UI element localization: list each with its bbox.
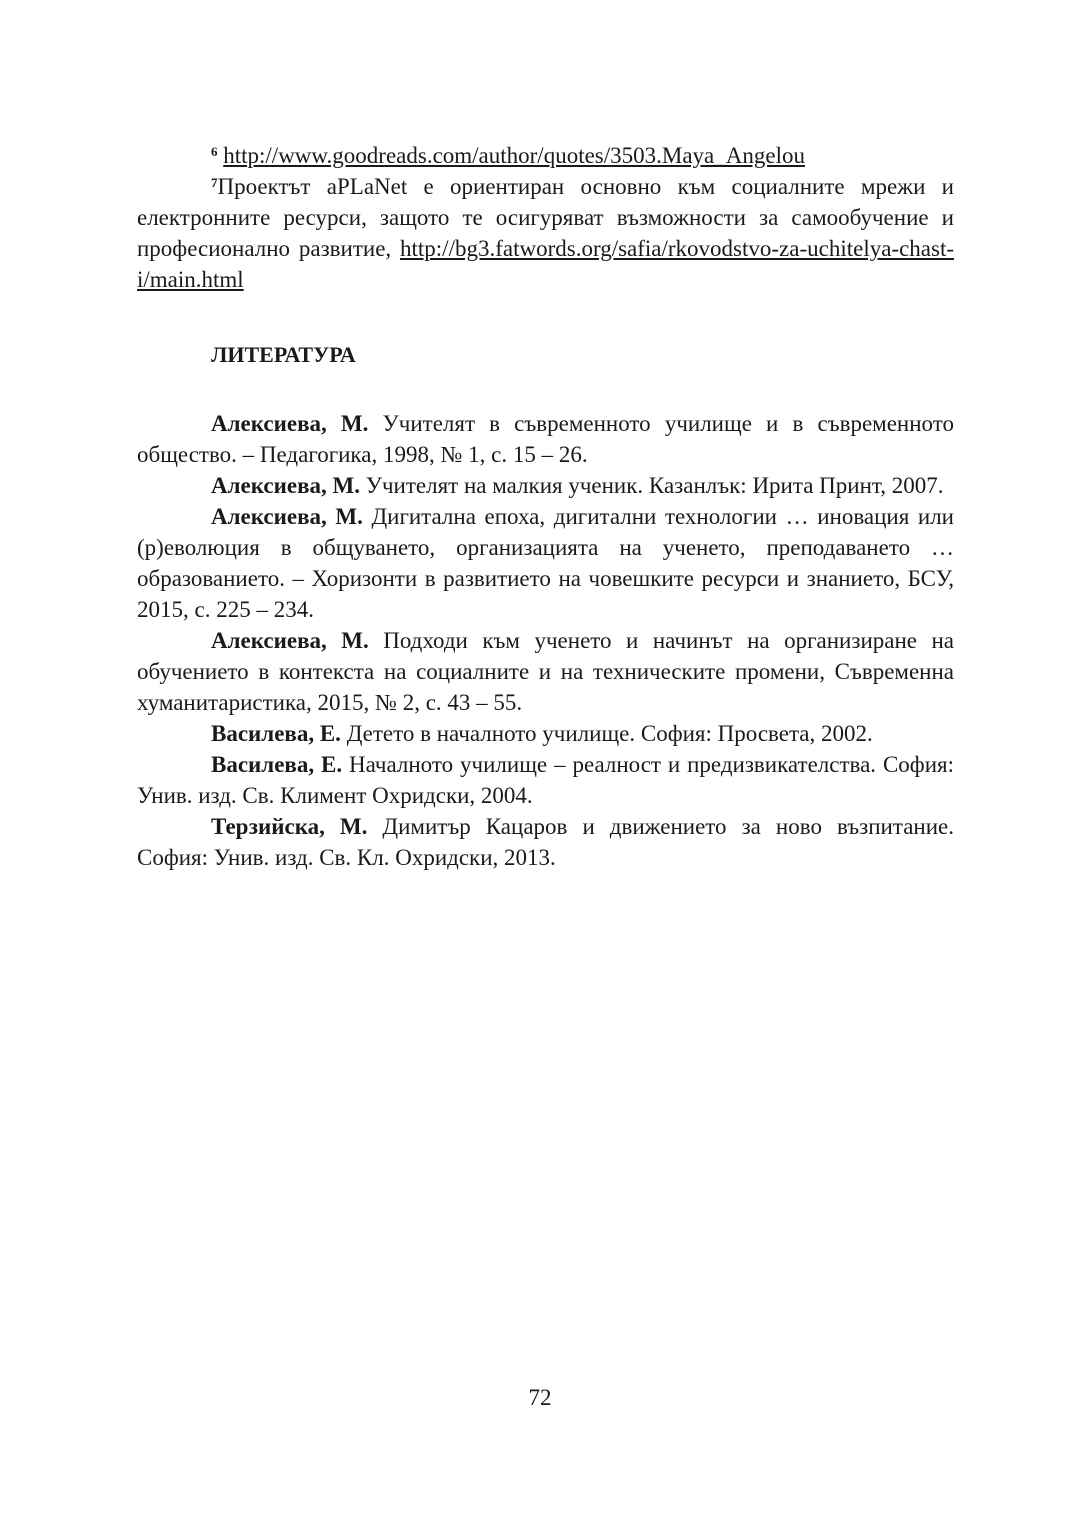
reference-author: Алексиева, М. bbox=[211, 411, 369, 436]
footnote-link[interactable]: http://www.goodreads.com/author/quotes/3503.Maya_Angelou bbox=[223, 143, 805, 168]
reference-item bbox=[137, 718, 954, 749]
reference-text: Дигитална епоха, дигитални технологии … иновация или (р)еволюция в общуването, организацията на ученето, преподаването … образованието. – Хоризонти в развитието на човешките ресурси и знанието, БСУ, 2015, с. 225 – 234. bbox=[137, 504, 954, 622]
reference-author: Алексиева, М. bbox=[211, 504, 363, 529]
reference-text: Учителят в съвременното училище и в съвременното общество. – Педагогика, 1998, № 1, с. 15 – 26. bbox=[137, 411, 954, 467]
reference-item bbox=[137, 501, 954, 625]
reference-list bbox=[137, 408, 954, 873]
reference-author: Алексиева, М. bbox=[211, 473, 360, 498]
reference-author: Алексиева, М. bbox=[211, 628, 369, 653]
reference-author: Василева, Е. bbox=[211, 752, 343, 777]
footnote-text: Проектът aPLaNet е ориентиран основно към социалните мрежи и електронните ресурси, защото те осигуряват възможности за самообучение и професионално развитие, bbox=[137, 174, 954, 261]
footnote-marker: 7 bbox=[211, 175, 218, 190]
reference-text: Началното училище – реалност и предизвикателства. София: Унив. изд. Св. Климент Охридски, 2004. bbox=[137, 752, 954, 808]
reference-item bbox=[137, 749, 954, 811]
reference-item bbox=[137, 408, 954, 470]
footnote-link[interactable]: http://bg3.fatwords.org/safia/rkovodstvo-za-uchitelya-chast-i/main.html bbox=[137, 236, 954, 292]
reference-item bbox=[137, 470, 954, 501]
page-content bbox=[137, 140, 954, 873]
footnote-6 bbox=[137, 140, 954, 171]
reference-author: Терзийска, М. bbox=[211, 814, 368, 839]
reference-text: Димитър Кацаров и движението за ново възпитание. София: Унив. изд. Св. Кл. Охридски, 2013. bbox=[137, 814, 954, 870]
page-number: 72 bbox=[528, 1385, 552, 1410]
reference-text: Детето в началното училище. София: Просвета, 2002. bbox=[340, 721, 873, 746]
reference-item bbox=[137, 811, 954, 873]
footnote-marker: 6 bbox=[211, 144, 218, 159]
reference-author: Василева, Е. bbox=[211, 721, 341, 746]
reference-item bbox=[137, 625, 954, 718]
references-heading: ЛИТЕРАТУРА bbox=[211, 342, 356, 367]
reference-text: Учителят на малкия ученик. Казанлък: Ирита Принт, 2007. bbox=[359, 473, 944, 498]
footnote-7 bbox=[137, 171, 954, 295]
reference-text: Подходи към ученето и начинът на организиране на обучението в контекста на социалните и на техническите промени, Съвременна хуманитаристика, 2015, № 2, с. 43 – 55. bbox=[137, 628, 955, 715]
